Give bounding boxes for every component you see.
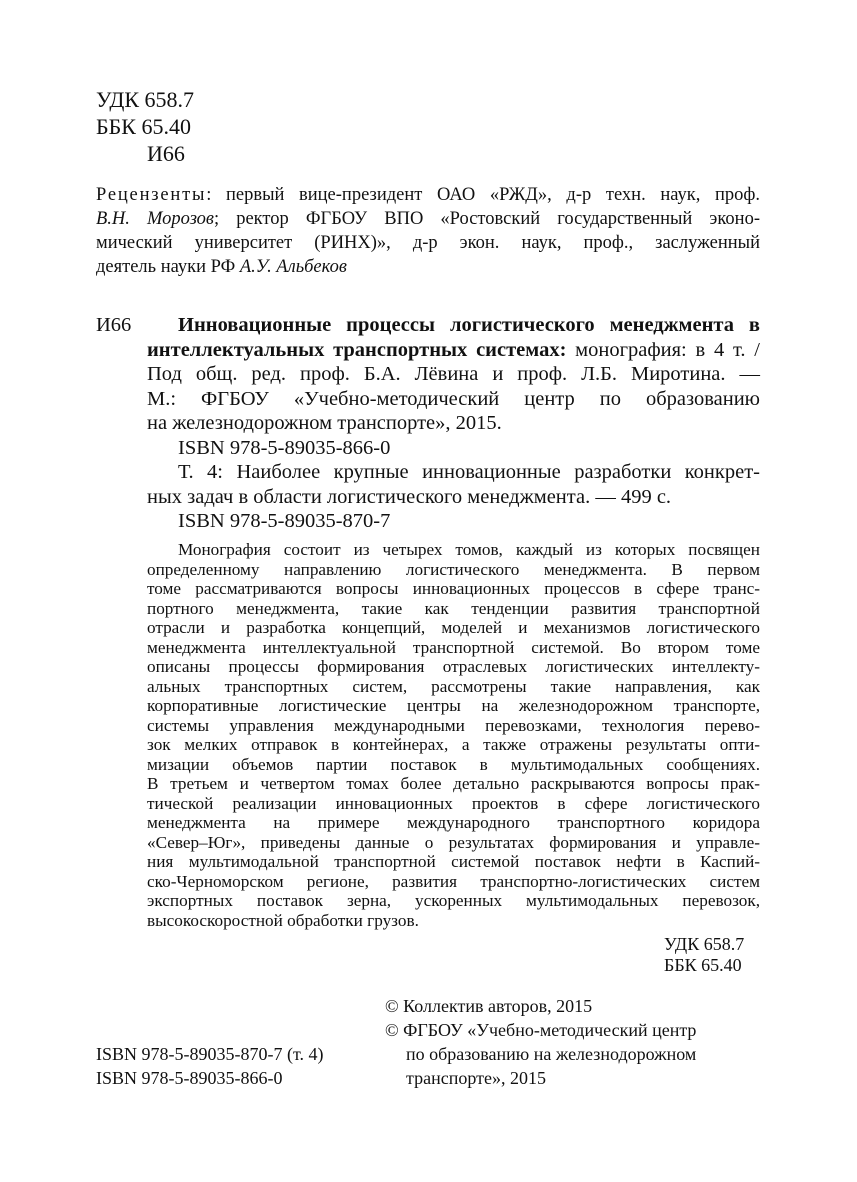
abstract-line: альных транспортных систем, рассмотрены такие направления, как: [147, 676, 760, 696]
abstract-line: отрасли и разработка концепций, моделей и механизмов логистического: [147, 618, 760, 637]
reviewers-line-1: Рецензенты: первый вице-президент ОАО «РЖД», д-р техн. наук, проф.: [96, 185, 760, 205]
abstract-line: менеджмента на примере международного транспортного коридора: [147, 813, 760, 832]
book-title-line-1: Инновационные процессы логистического менеджмента в: [178, 314, 760, 336]
abstract-line: экспортных поставок зерна, ускоренных мультимодальных перевозок,: [147, 891, 760, 910]
abstract-line: «Север–Юг», приведены данные о результатах формирования и управле-: [147, 832, 760, 852]
bbk-code: ББК 65.40: [96, 114, 191, 139]
udk-code: УДК 658.7: [96, 87, 195, 112]
abstract-line: ния мультимодальной транспортной системой поставок нефти в Каспий-: [147, 852, 760, 871]
abstract-line: определенному направлению логистического менеджмента. В первом: [147, 559, 760, 579]
isbn-volume: ISBN 978-5-89035-870-7: [178, 510, 391, 532]
reviewer-name-2: А.У. Альбеков: [239, 257, 347, 277]
copyright-line-publisher: © ФГБОУ «Учебно-методический центр: [385, 1020, 697, 1040]
reviewer-name-1: В.Н. Морозов: [96, 209, 214, 229]
volume-line-2: ных задач в области логистического менеджмента. — 499 с.: [147, 486, 672, 508]
bbk-code-bottom: ББК 65.40: [664, 955, 742, 975]
abstract-line: мизации объемов партии поставок в мультимодальных сообщениях.: [147, 754, 760, 774]
abstract-line: портного менеджмента, такие как тенденции развития транспортной: [147, 598, 760, 618]
publisher-line-2: на железнодорожном транспорте», 2015.: [147, 412, 502, 434]
abstract-line: менеджмента интеллектуальной транспортной системой. Во втором томе: [147, 637, 760, 657]
reviewers-line-2: В.Н. Морозов; ректор ФГБОУ ВПО «Ростовский государственный эконо-: [96, 209, 760, 229]
copyright-line-publisher-3: транспорте», 2015: [406, 1068, 546, 1088]
abstract-line: зок мелких отправок в контейнерах, а также отражены результаты опти-: [147, 735, 760, 754]
copyright-line-authors: © Коллектив авторов, 2015: [385, 996, 593, 1016]
isbn-footer-volume: ISBN 978-5-89035-870-7 (т. 4): [96, 1044, 324, 1064]
udk-code-bottom: УДК 658.7: [664, 934, 745, 954]
abstract-line: описаны процессы формирования отраслевых логистических интеллекту-: [147, 657, 760, 676]
book-title-line-2: интеллектуальных транспортных системах: монография: в 4 т. /: [147, 339, 760, 361]
author-mark: И66: [147, 141, 185, 166]
abstract-line: В третьем и четвертом томах более детально раскрываются вопросы прак-: [147, 774, 760, 793]
reviewers-line-4: деятель науки РФ А.У. Альбеков: [96, 257, 347, 277]
volume-line-1: Т. 4: Наиболее крупные инновационные разработки конкрет-: [178, 461, 760, 483]
abstract-line: Монография состоит из четырех томов, каждый из которых посвящен: [178, 540, 760, 559]
abstract-line: системы управления международными перевозками, технология перево-: [147, 715, 760, 735]
abstract-line: высокоскоростной обработки грузов.: [147, 910, 419, 930]
editors-line: Под общ. ред. проф. Б.А. Лёвина и проф. Л.Б. Миротина. —: [147, 363, 760, 385]
reviewers-label: Рецензенты: [96, 185, 207, 205]
isbn-footer-set: ISBN 978-5-89035-866-0: [96, 1068, 283, 1088]
reviewers-line-3: мический университет (РИНХ)», д-р экон. наук, проф., заслуженный: [96, 233, 760, 253]
record-author-mark: И66: [96, 314, 132, 336]
copyright-line-publisher-2: по образованию на железнодорожном: [406, 1044, 697, 1064]
abstract-line: томе рассматриваются вопросы инновационных процессов в сфере транс-: [147, 579, 760, 598]
publisher-line-1: М.: ФГБОУ «Учебно-методический центр по образованию: [147, 388, 760, 410]
abstract-line: корпоративные логистические центры на железнодорожном транспорте,: [147, 696, 760, 715]
isbn-set: ISBN 978-5-89035-866-0: [178, 437, 391, 459]
abstract-line: ско-Черноморском регионе, развития транспортно-логистических систем: [147, 871, 760, 891]
abstract-line: тической реализации инновационных проектов в сфере логистического: [147, 793, 760, 813]
